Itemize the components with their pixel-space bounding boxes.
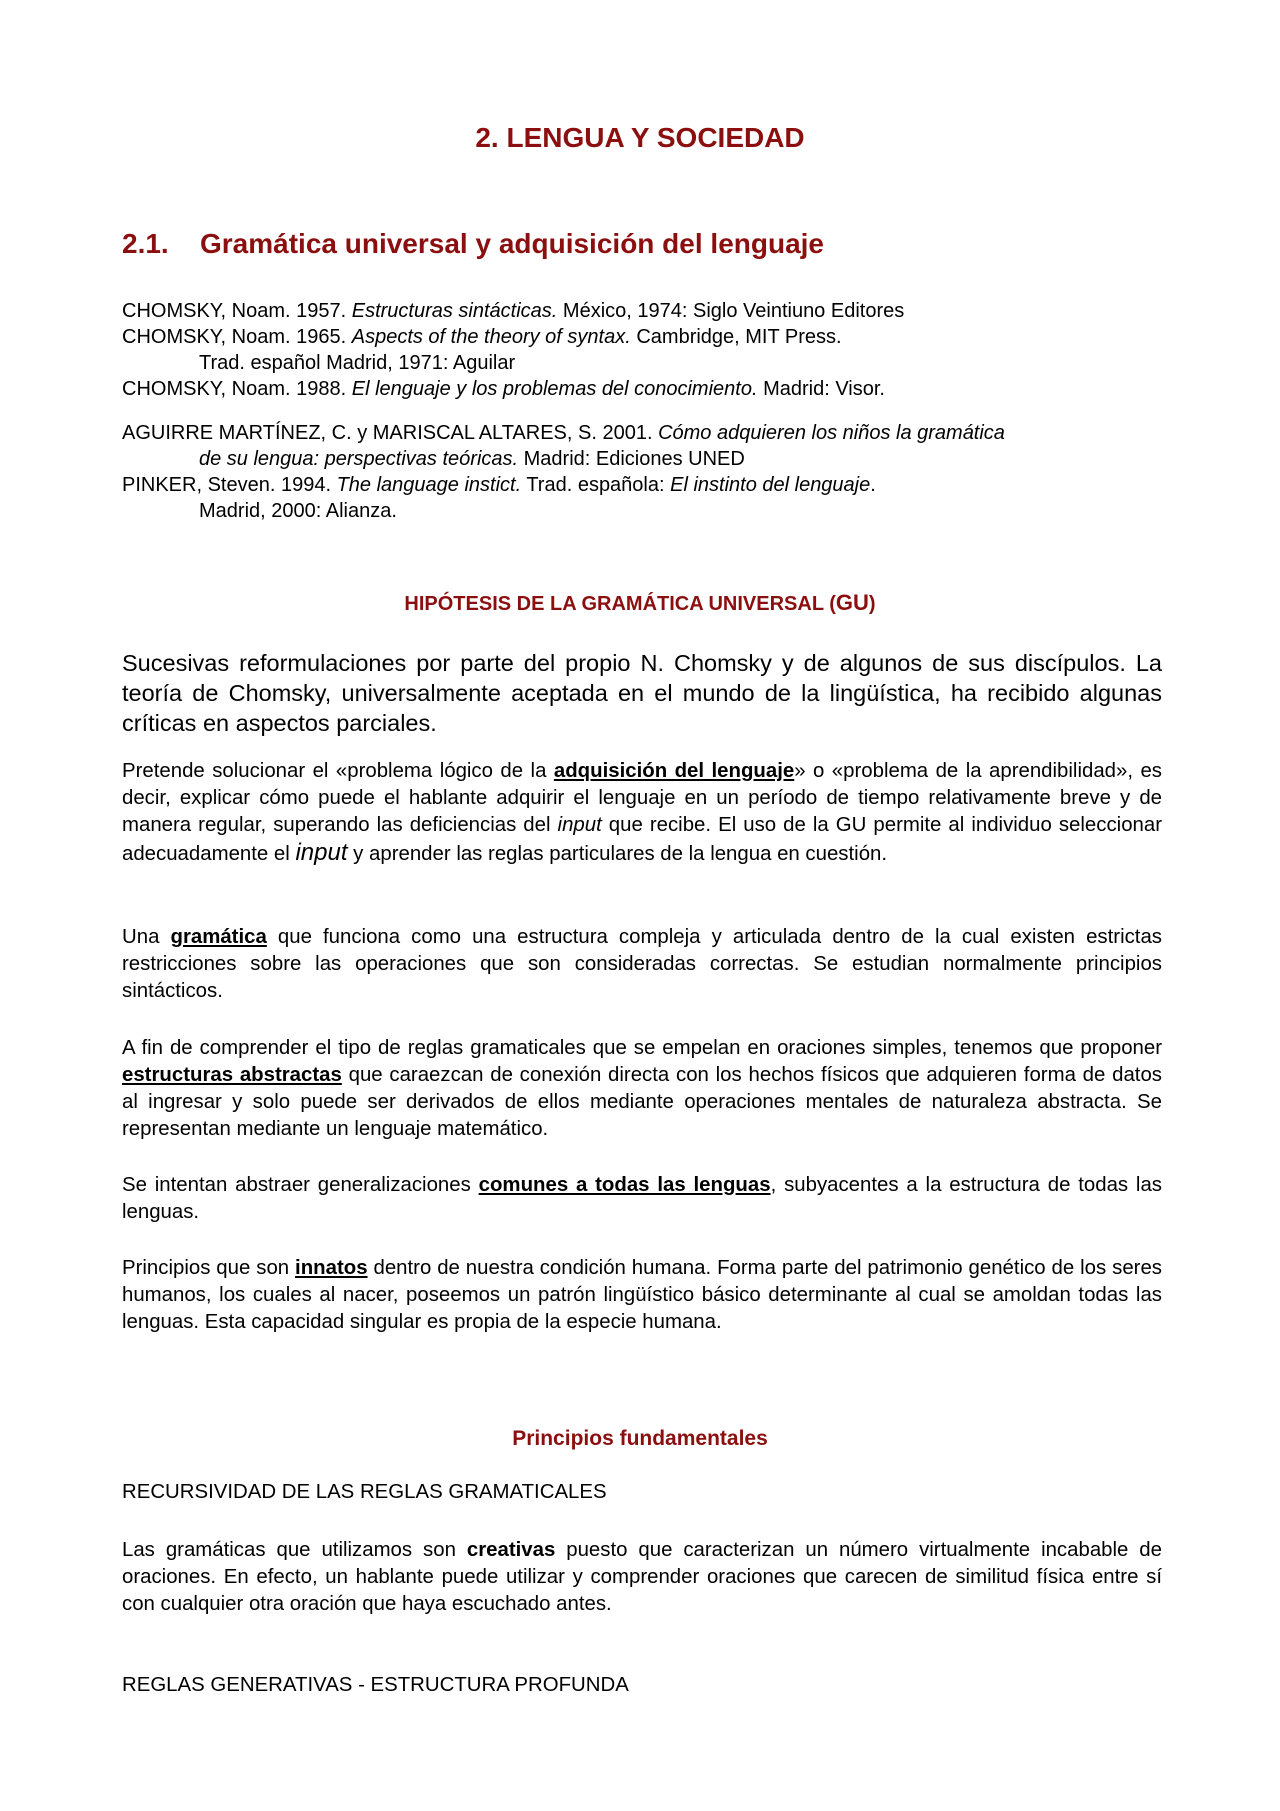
intro-paragraph: Sucesivas reformulaciones por parte del propio N. Chomsky y de algunos de sus discípulos. La teoría de Chomsky, universalmente aceptada en el mundo de la lingüística, ha recibido algunas críticas en aspectos parciales. xyxy=(122,650,1162,736)
paragraph-creativity: Las gramáticas que utilizamos son creativas puesto que caracterizan un número virtualmente incabable de oraciones. En efecto, un hablante puede utilizar y comprender oraciones que carecen de similitud física entre sí con cualquier otra oración que haya escuchado antes. xyxy=(122,1539,1162,1615)
principles-heading: Principios fundamentales xyxy=(512,1427,768,1450)
generative-heading: REGLAS GENERATIVAS - ESTRUCTURA PROFUNDA xyxy=(122,1674,629,1696)
paragraph-grammar: Una gramática que funciona como una estructura compleja y articulada dentro de la cual existen estrictas restricciones sobre las operaciones que son consideradas correctas. Se estudian normalmente principios sintácticos. xyxy=(122,926,1162,1002)
reference-chomsky-1965-translation: Trad. español Madrid, 1971: Aguilar xyxy=(199,352,516,374)
bibliography xyxy=(122,298,1162,524)
keyword-creativas: creativas xyxy=(466,1539,556,1561)
keyword-gramatica: gramática xyxy=(170,926,267,948)
paragraph-abstract-structures: A fin de comprender el tipo de reglas gramaticales que se empelan en oraciones simples, tenemos que proponer estructuras abstractas que caraezcan de conexión directa con los hechos físicos que adquieren forma de datos al ingresar y solo puede ser derivados de ellos mediante operaciones mentales de naturaleza abstracta. Se representan mediante un lenguaje matemático. xyxy=(122,1037,1162,1140)
keyword-comunes: comunes a todas las lenguas xyxy=(478,1174,771,1196)
chapter-title: 2. LENGUA Y SOCIEDAD xyxy=(475,122,805,153)
reference-pinker-1994-cont: Madrid, 2000: Alianza. xyxy=(199,500,397,522)
keyword-estructuras-abstractas: estructuras abstractas xyxy=(122,1064,342,1086)
paragraph-universals: Se intentan abstraer generalizaciones comunes a todas las lenguas, subyacentes a la estructura de todas las lenguas. xyxy=(122,1174,1162,1223)
recursion-heading: RECURSIVIDAD DE LAS REGLAS GRAMATICALES xyxy=(122,1481,607,1503)
hypothesis-heading: HIPÓTESIS DE LA GRAMÁTICA UNIVERSAL (GU) xyxy=(404,590,876,615)
section-heading xyxy=(122,228,824,260)
reference-chomsky-1957: CHOMSKY, Noam. 1957. Estructuras sintácticas. México, 1974: Siglo Veintiuno Editores xyxy=(122,300,905,322)
reference-chomsky-1988: CHOMSKY, Noam. 1988. El lenguaje y los problemas del conocimiento. Madrid: Visor. xyxy=(122,378,885,400)
section-number: 2.1. xyxy=(122,228,169,259)
keyword-adquisicion: adquisición del lenguaje xyxy=(553,760,795,782)
keyword-innatos: innatos xyxy=(295,1257,368,1279)
reference-aguirre-2001-cont: de su lengua: perspectivas teóricas. Madrid: Ediciones UNED xyxy=(199,448,745,470)
reference-pinker-1994: PINKER, Steven. 1994. The language instict. Trad. española: El instinto del lenguaje. xyxy=(122,474,876,496)
section-title: Gramática universal y adquisición del lenguaje xyxy=(200,228,824,259)
reference-chomsky-1965: CHOMSKY, Noam. 1965. Aspects of the theory of syntax. Cambridge, MIT Press. xyxy=(122,326,842,348)
paragraph-innate: Principios que son innatos dentro de nuestra condición humana. Forma parte del patrimonio genético de los seres humanos, los cuales al nacer, poseemos un patrón lingüístico básico determinante al cual se amoldan todas las lenguas. Esta capacidad singular es propia de la especie humana. xyxy=(122,1257,1162,1333)
reference-aguirre-2001: AGUIRRE MARTÍNEZ, C. y MARISCAL ALTARES, S. 2001. Cómo adquieren los niños la gramática xyxy=(122,422,1005,444)
paragraph-acquisition: Pretende solucionar el «problema lógico de la adquisición del lenguaje» o «problema de la aprendibilidad», es decir, explicar cómo puede el hablante adquirir el lenguaje en un período de tiempo relativamente breve y de manera regular, superando las deficiencias del input que recibe. El uso de la GU permite al individuo seleccionar adecuadamente el input y aprender las reglas particulares de la lengua en cuestión. xyxy=(122,760,1163,866)
